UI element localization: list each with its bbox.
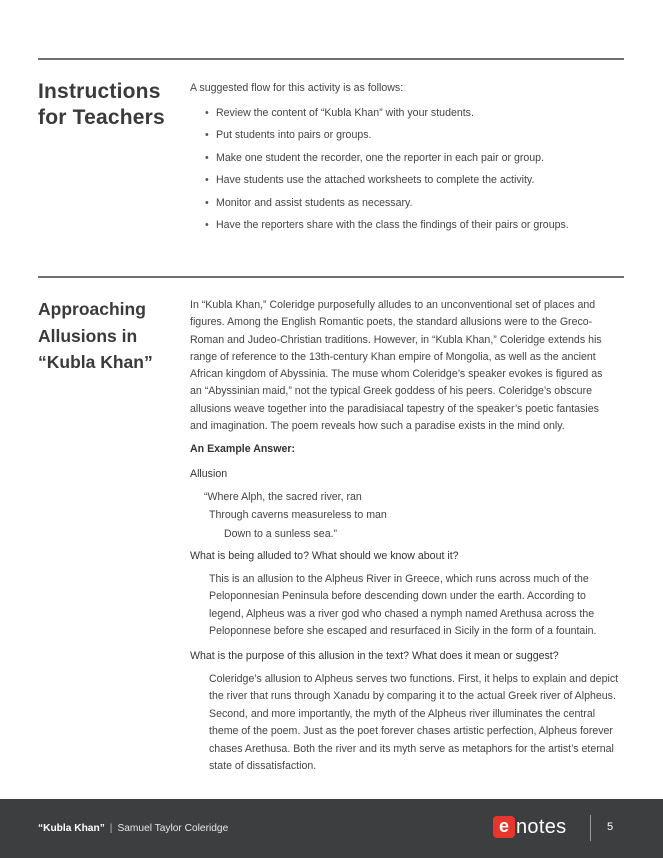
heading-line: Approaching [38,299,146,319]
intro-paragraph: In “Kubla Khan,” Coleridge purposefully alludes to an unconventional set of places and figures. Among the English Romantic poets, the standard allusions were to the Greco-Roman and Judeo-Christian traditions. However, in “Kubla Khan,” Coleridge extends his range of reference to the 13th-century Khan empire of Mongolia, as well as the ancient African kingdom of Abyssinia. The muse whom Coleridge’s speaker evokes is figured as an “Abyssinian maid,” not the typical Greek goddess of his peers. Coleridge’s obscure allusions weave together into the paradisiacal tapestry of the speaker’s poetic fantasies and imagination. The poem reveals how such a paradise exists in the mind only. [190,299,603,433]
enotes-logo [493,816,566,838]
list-item: • Review the content of “Kubla Khan” with your students. [205,104,569,126]
page-number: 5 [607,821,614,833]
question-purpose: What is the purpose of this allusion in the text? What does it mean or suggest? [190,650,559,662]
page-footer [0,799,663,858]
logo-e-icon: e [493,816,515,838]
footer-author: Samuel Taylor Coleridge [117,823,229,834]
instructions-intro: A suggested flow for this activity is as follows: [190,82,404,94]
poem-quote-line: Down to a sunless sea.” [224,528,338,540]
footer-separator: | [109,823,113,834]
example-answer-label: An Example Answer: [190,443,295,455]
section-divider [38,276,624,278]
allusion-label: Allusion [190,468,228,480]
list-item: • Monitor and assist students as necessary. [205,194,569,216]
logo-wordmark: notes [516,816,567,838]
question-what-alluded: What is being alluded to? What should we know about it? [190,550,459,562]
instructions-list [205,104,569,238]
top-divider [38,58,624,60]
footer-divider [590,815,591,841]
list-item: • Have students use the attached worksheets to complete the activity. [205,171,569,193]
section-heading-allusions [38,296,153,376]
list-item: • Make one student the recorder, one the reporter in each pair or group. [205,149,569,171]
footer-title [38,823,228,834]
answer-purpose: Coleridge’s allusion to Alpheus serves two functions. First, it helps to explain and depict the river that runs through Xanadu by comparing it to the actual Greek river of Alpheus. Second, and more importantly, the myth of the Alpheus river illuminates the central theme of the poem. Just as the poet forever chases artistic perfection, Alpheus forever chases Arethusa. Both the river and its myth serve as metaphors for the artist’s eternal state of dissatisfaction. [209,673,619,773]
answer-what-alluded: This is an allusion to the Alpheus River in Greece, which runs across much of the Peloponnesian Peninsula before descending down under the earth. According to legend, Alpheus was a river god who chased a nymph named Arethusa across the Peloponnese before she escaped and resurfaced in Sicily in the form of a fountain. [209,573,597,638]
list-item: • Have the reporters share with the class the findings of their pairs or groups. [205,216,569,238]
heading-line: for Teachers [38,106,165,129]
section-heading-instructions [38,79,165,131]
poem-quote-line: “Where Alph, the sacred river, ran [204,491,362,503]
heading-line: Allusions in [38,325,138,346]
footer-work-title: “Kubla Khan” [38,823,105,834]
list-item: • Put students into pairs or groups. [205,126,569,148]
poem-quote-line: Through caverns measureless to man [209,509,387,521]
heading-line: “Kubla Khan” [38,352,153,372]
heading-line: Instructions [38,80,161,103]
